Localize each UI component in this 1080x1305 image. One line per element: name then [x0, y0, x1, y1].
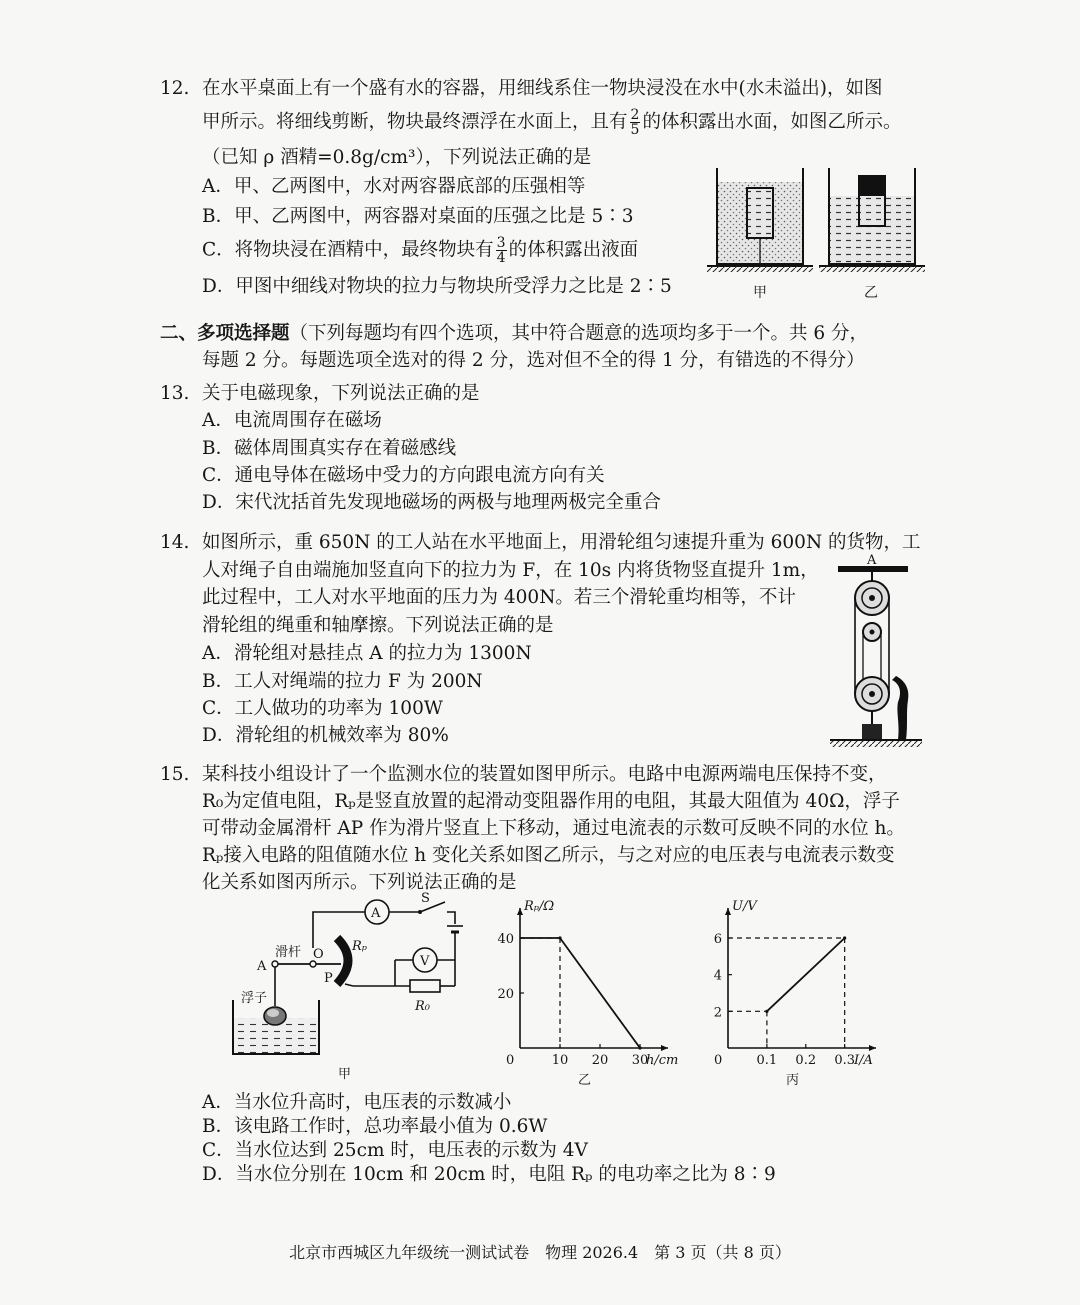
q15-option-d: D．当水位分别在 10cm 和 20cm 时，电阻 Rₚ 的电功率之比为 8∶9	[202, 1164, 776, 1185]
voltmeter-label: V	[420, 954, 430, 969]
q12-fraction: $\frac{2}{5}$	[630, 107, 640, 138]
y-axis-label: Rₚ/Ω	[524, 899, 555, 914]
q13-option-a: A．电流周围存在磁场	[202, 410, 382, 431]
q12-stem-line1: 在水平桌面上有一个盛有水的容器，用细线系住一物块浸没在水中(水未溢出)，如图	[202, 78, 883, 99]
q15-stem-line1: 某科技小组设计了一个监测水位的装置如图甲所示。电路中电源两端电压保持不变，	[202, 764, 887, 785]
x-tick-label: 0.2	[795, 1053, 817, 1068]
series-line	[767, 938, 845, 1011]
q15-circuit-figure	[225, 888, 475, 1083]
q15-stem-line4: Rₚ接入电路的阻值随水位 h 变化关系如图乙所示，与之对应的电压表与电流表示数变	[202, 845, 895, 866]
y-tick-label: 2	[713, 1005, 722, 1021]
ammeter-label: A	[371, 906, 381, 921]
y-tick-label: 4	[713, 968, 722, 984]
q13-option-c: C．通电导体在磁场中受力的方向跟电流方向有关	[202, 465, 605, 486]
r0-label: R₀	[415, 999, 430, 1014]
q12-option-a: A．甲、乙两图中，水对两容器底部的压强相等	[202, 176, 586, 197]
switch-label: S	[421, 891, 430, 906]
q12-option-c-fraction: $\frac{3}{4}$	[496, 235, 506, 266]
q13-option-d: D．宋代沈括首先发现地磁场的两极与地理两极完全重合	[202, 492, 661, 513]
data-point	[638, 1046, 641, 1049]
origin-label: 0	[506, 1053, 515, 1068]
q14-option-b: B．工人对绳端的拉力 F 为 200N	[202, 671, 483, 692]
x-axis-label: I/A	[854, 1053, 873, 1068]
origin-label: 0	[714, 1053, 723, 1068]
x-tick-label: 30	[631, 1053, 649, 1068]
point-p-label: P	[324, 971, 333, 986]
x-tick-label: 20	[591, 1053, 609, 1068]
data-point	[765, 1010, 768, 1013]
q15-stem-line2: R₀为定值电阻，Rₚ是竖直放置的起滑动变阻器作用的电阻，其最大阻值为 40Ω，浮子	[202, 791, 900, 812]
point-a-label: A	[257, 959, 267, 974]
q12-option-c: C．将物块浸在酒精中，最终物块有 $\frac{3}{4}$ 的体积露出液面	[202, 235, 639, 266]
x-tick-label: 0.1	[756, 1053, 778, 1068]
x-axis-arrow	[869, 1045, 876, 1051]
page-footer: 北京市西城区九年级统一测试试卷 物理 2026.4 第 3 页（共 8 页）	[289, 1243, 791, 1262]
q12-fig-caption-jia: 甲	[753, 285, 767, 301]
q15-stem-line5: 化关系如图丙所示。下列说法正确的是	[202, 872, 517, 893]
q12-fig-caption-yi: 乙	[864, 285, 878, 301]
rod-label: 滑杆	[275, 945, 302, 960]
q13-stem: 关于电磁现象，下列说法正确的是	[202, 383, 480, 404]
data-point	[558, 936, 561, 939]
q15-option-a: A．当水位升高时，电压表的示数减小	[202, 1092, 512, 1113]
y-axis-arrow	[517, 908, 523, 915]
y-axis-arrow	[725, 908, 731, 915]
q12-stem-line3: （已知 ρ 酒精=0.8g/cm³），下列说法正确的是	[202, 147, 592, 168]
q15-number: 15.	[160, 764, 190, 785]
y-tick-label: 40	[497, 932, 514, 947]
q12-option-d: D．甲图中细线对物块的拉力与物块所受浮力之比是 2∶5	[202, 276, 672, 297]
q14-stem-line3: 此过程中，工人对水平地面的压力为 400N。若三个滑轮重均相等，不计	[202, 587, 796, 608]
rp-label: Rₚ	[352, 939, 367, 954]
q15-stem-line3: 可带动金属滑杆 AP 作为滑片竖直上下移动，通过电流表的示数可反映不同的水位 h。	[202, 818, 905, 839]
x-axis-arrow	[661, 1045, 668, 1051]
section2-heading-line1: 二、多项选择题（下列每题均有四个选项，其中符合题意的选项均多于一个。共 6 分，	[160, 323, 869, 344]
q14-stem-line2: 人对绳子自由端施加竖直向下的拉力为 F，在 10s 内将货物竖直提升 1m，	[202, 560, 819, 581]
q12-option-b: B．甲、乙两图中，两容器对桌面的压强之比是 5∶3	[202, 206, 634, 227]
float-label: 浮子	[241, 991, 268, 1006]
y-tick-label: 20	[497, 987, 514, 1002]
x-tick-label: 0.3	[834, 1053, 856, 1068]
q14-figure-pulley	[830, 552, 930, 757]
data-point	[843, 936, 846, 939]
q13-option-b: B．磁体周围真实存在着磁感线	[202, 438, 457, 459]
series-line	[560, 938, 640, 1048]
q14-number: 14.	[160, 532, 190, 553]
q12-stem-line2: 甲所示。将细线剪断，物块最终漂浮在水面上，且有 $\frac{2}{5}$ 的体积露出水面，如图乙所示。	[202, 107, 902, 138]
x-tick-label: 10	[551, 1053, 569, 1068]
container-jia	[707, 168, 813, 272]
section2-heading-line2: 每题 2 分。每题选项全选对的得 2 分，选对但不全的得 1 分，有错选的不得分）	[202, 350, 865, 371]
q14-option-a: A．滑轮组对悬挂点 A 的拉力为 1300N	[202, 643, 532, 664]
q15-option-b: B．该电路工作时，总功率最小值为 0.6W	[202, 1116, 548, 1137]
y-axis-label: U/V	[732, 899, 757, 914]
circuit-caption: 甲	[338, 1067, 352, 1082]
q14-option-d: D．滑轮组的机械效率为 80%	[202, 725, 449, 746]
pulley-label-a: A	[867, 553, 877, 568]
x-axis-label: h/cm	[646, 1053, 679, 1068]
q13-number: 13.	[160, 383, 190, 404]
chart-bing	[700, 896, 900, 1086]
q15-option-c: C．当水位达到 25cm 时，电压表的示数为 4V	[202, 1140, 588, 1161]
chart-caption: 乙	[578, 1073, 592, 1088]
chart-caption: 丙	[786, 1073, 800, 1088]
point-o-label: O	[313, 947, 324, 962]
q14-option-c: C．工人做功的功率为 100W	[202, 698, 443, 719]
q12-number: 12.	[160, 78, 190, 99]
container-yi	[819, 168, 925, 272]
q12-figure-containers	[705, 160, 930, 300]
q14-stem-line1: 如图所示，重 650N 的工人站在水平地面上，用滑轮组匀速提升重为 600N 的货物，工	[202, 532, 921, 553]
y-tick-label: 6	[713, 932, 722, 947]
chart-yi	[492, 896, 692, 1086]
q14-stem-line4: 滑轮组的绳重和轴摩擦。下列说法正确的是	[202, 615, 554, 636]
